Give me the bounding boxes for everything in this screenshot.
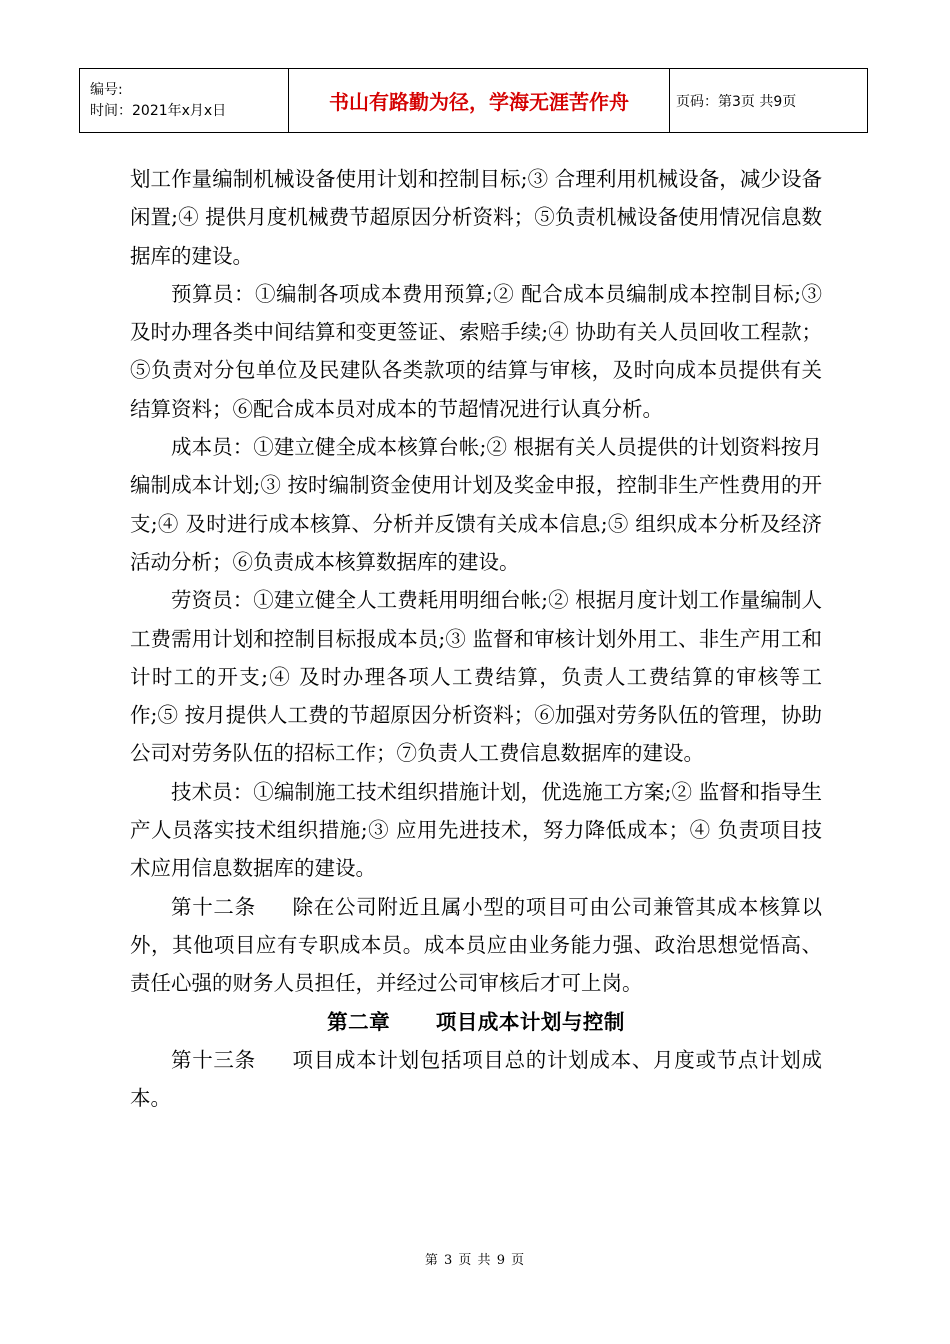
document-body [130,160,822,1117]
paragraph-cost-officer: 成本员：①建立健全成本核算台帐;② 根据有关人员提供的计划资料按月编制成本计划;③ 按时编制资金使用计划及奖金申报，控制非生产性费用的开支;④ 及时进行成本核算、分析并反馈有关成本信息;⑤ 组织成本分析及经济活动分析；⑥负责成本核算数据库的建设。 [130,435,822,574]
page-footer: 第 3 页 共 9 页 [424,1253,526,1268]
document-number-label: 编号: [90,81,123,98]
document-date-label: 时间：2021年x月x日 [90,102,227,119]
article-12 [130,888,822,1003]
article-13 [130,1041,822,1118]
paragraph-technical-officer: 技术员：①编制施工技术组织措施计划，优选施工方案;② 监督和指导生产人员落实技术组织措施;③ 应用先进技术，努力降低成本；④ 负责项目技术应用信息数据库的建设。 [130,779,822,881]
paragraph-machinery-continued: 划工作量编制机械设备使用计划和控制目标;③ 合理利用机械设备，减少设备闲置;④ 提供月度机械费节超原因分析资料；⑤负责机械设备使用情况信息数据库的建设。 [130,167,822,268]
chapter-heading: 第二章 项目成本计划与控制 [327,1009,625,1034]
article-12-label: 第十二条 [171,894,256,919]
paragraph-budget-officer: 预算员：①编制各项成本费用预算;② 配合成本员编制成本控制目标;③ 及时办理各类中间结算和变更签证、索赔手续;④ 协助有关人员回收工程款；⑤负责对分包单位及民建队各类款项的结算与审核，及时向成本员提供有关结算资料；⑥配合成本员对成本的节超情况进行认真分析。 [130,281,822,421]
page-header [79,68,868,133]
header-meta-cell [80,69,289,133]
article-13-text: 项目成本计划包括项目总的计划成本、月度或节点计划成本。 [130,1047,822,1111]
article-13-label: 第十三条 [171,1047,256,1072]
header-motto: 书山有路勤为径，学海无涯苦作舟 [289,69,670,133]
article-12-text: 除在公司附近且属小型的项目可由公司兼管其成本核算以外，其他项目应有专职成本员。成本员应由业务能力强、政治思想觉悟高、责任心强的财务人员担任，并经过公司审核后才可上岗。 [130,894,822,996]
header-page-info: 页码：第3页 共9页 [670,69,868,133]
paragraph-labor-officer: 劳资员：①建立健全人工费耗用明细台帐;② 根据月度计划工作量编制人工费需用计划和控制目标报成本员;③ 监督和审核计划外用工、非生产用工和计时工的开支;④ 及时办理各项人工费结算，负责人工费结算的审核等工作;⑤ 按月提供人工费的节超原因分析资料；⑥加强对劳务队伍的管理，协助公司对劳务队伍的招标工作；⑦负责人工费信息数据库的建设。 [130,588,822,766]
